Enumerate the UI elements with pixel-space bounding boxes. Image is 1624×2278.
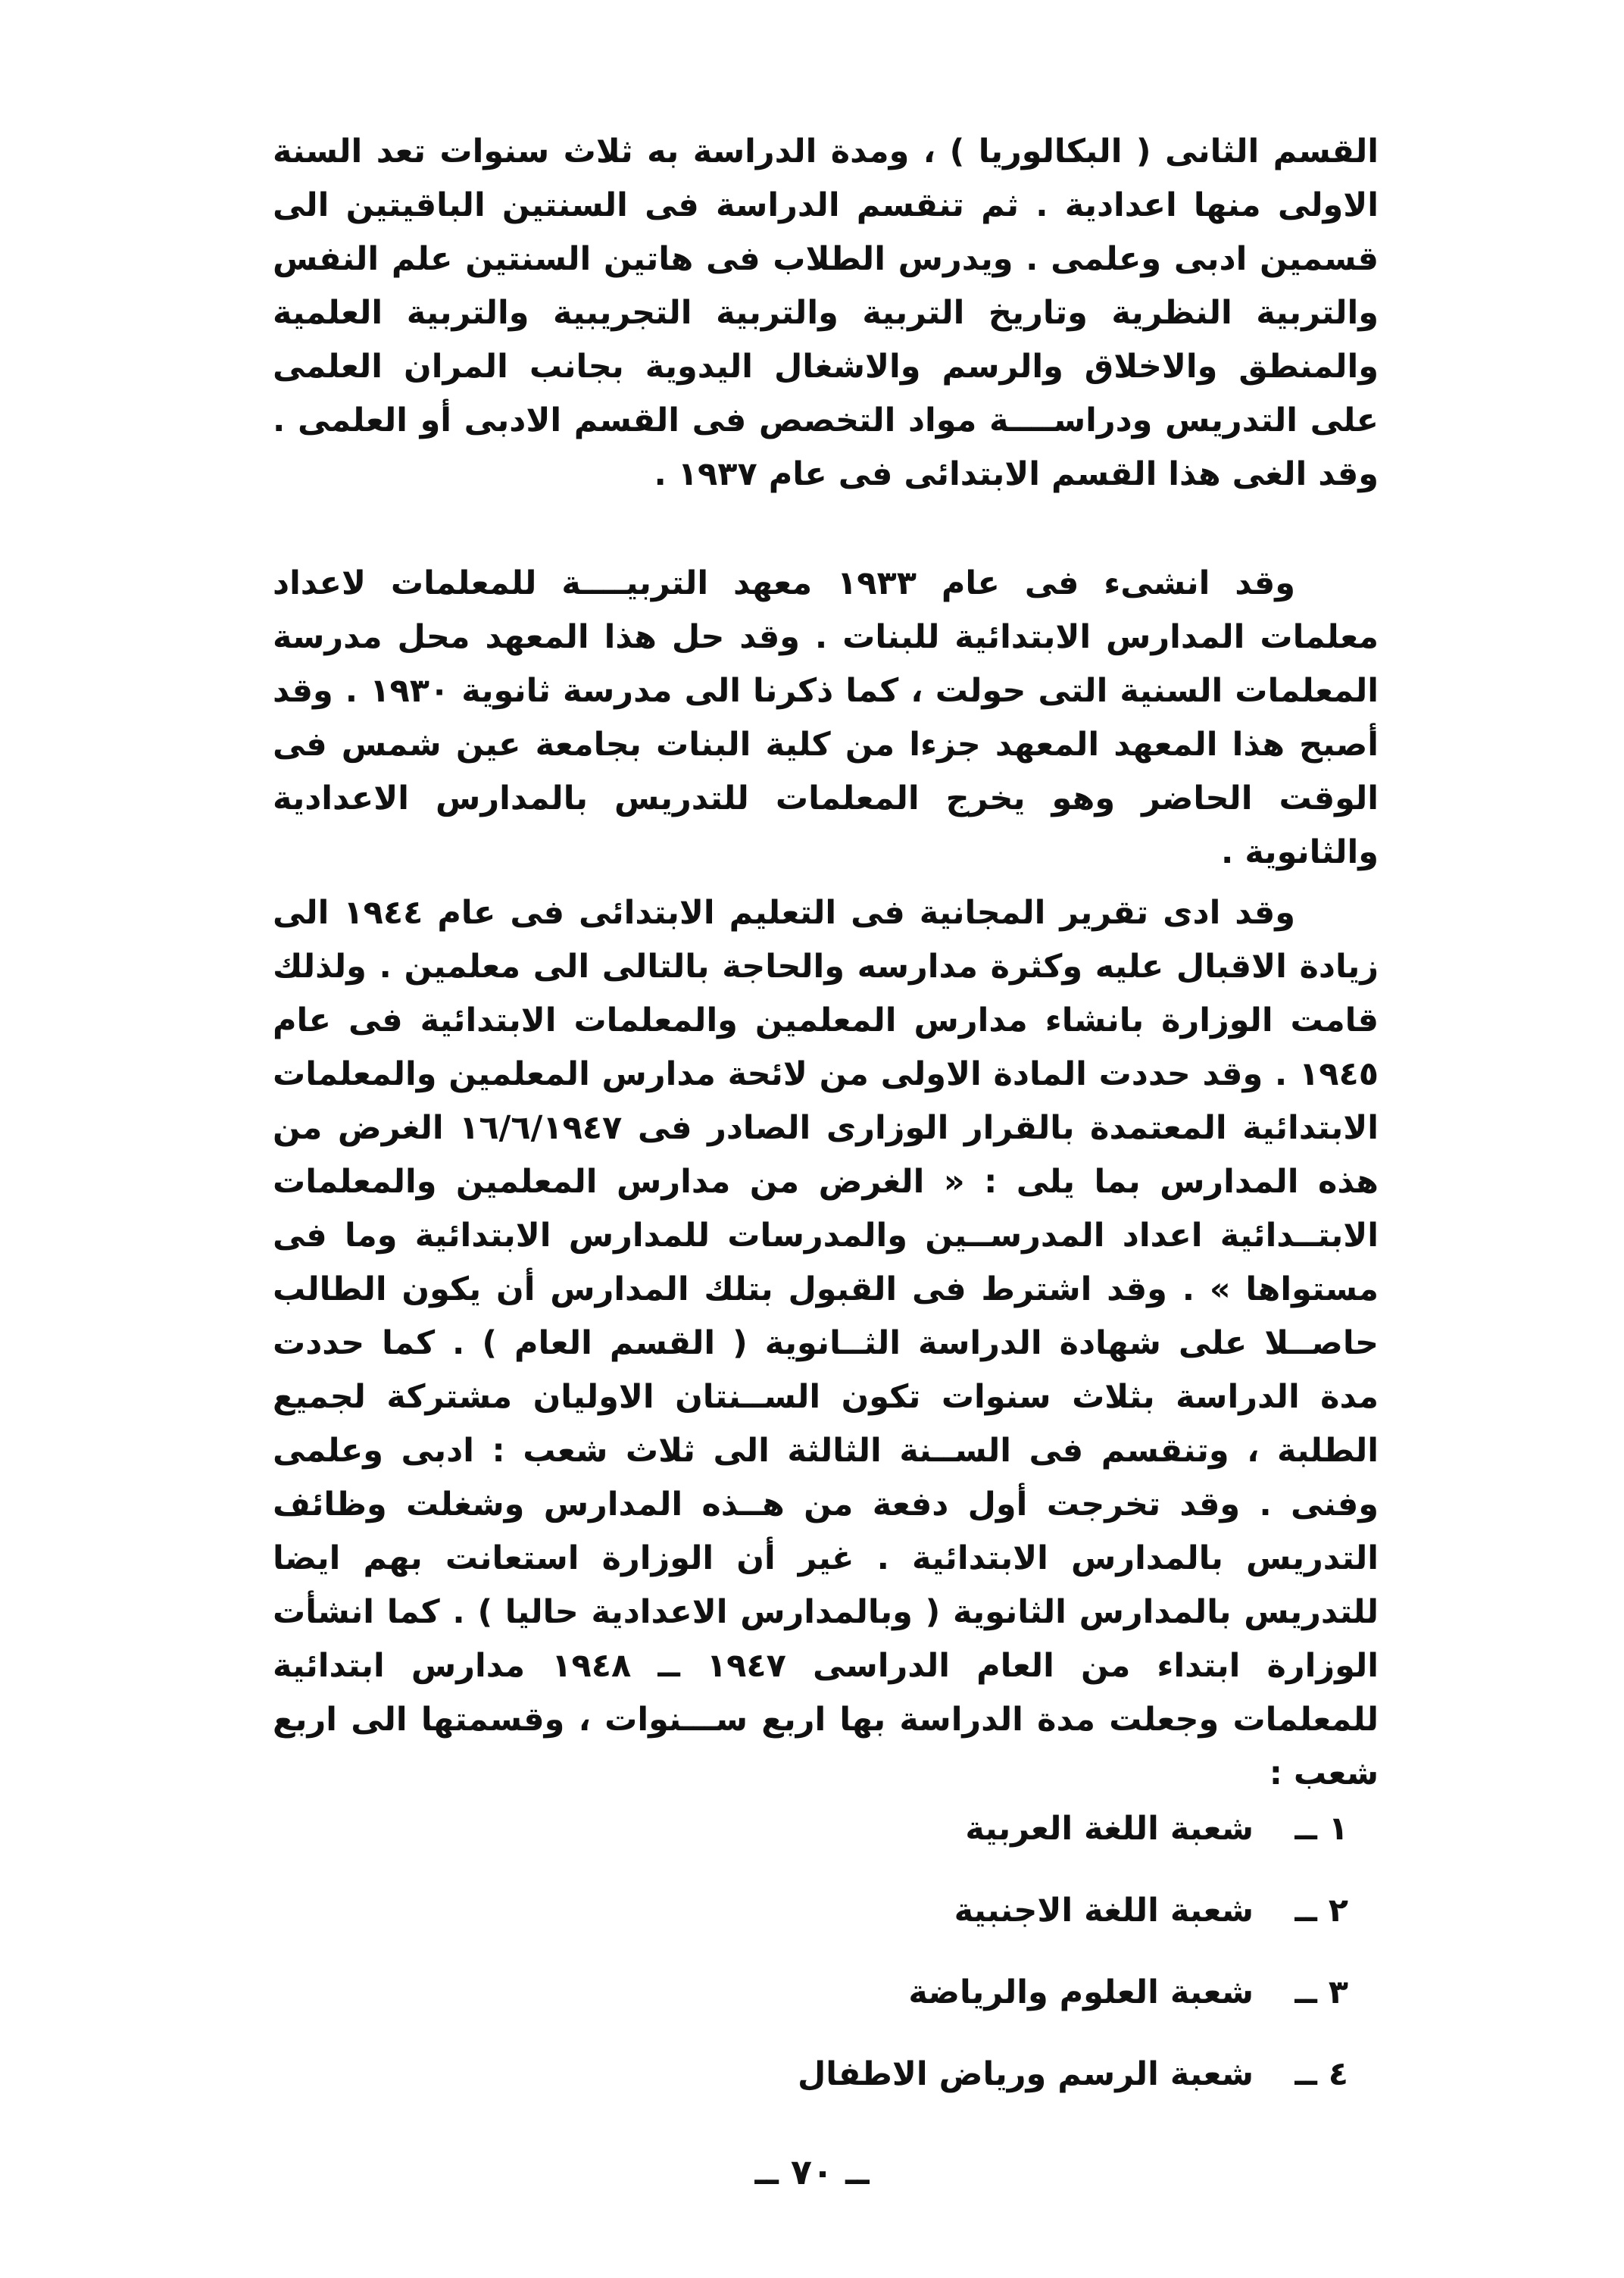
paragraph-text: القسم الثانى ( البكالوريا ) ، ومدة الدراسة به ثلاث سنوات تعد السنة الاولى منها اعدادية . ثم تنقسم الدراسة فى السنتين الباقيتين الى قسمين ادبى وعلمى . ويدرس الطلاب فى هاتين السنتين علم النفس والتربية النظرية وتاريخ التربية والتربية التجريبية والتربية العلمية والمنطق والاخلاق والرسم والاشغال اليدوية بجانب المران العلمى على التدريس ودراســــة مواد التخصص فى القسم الادبى أو العلمى . وقد الغى هذا القسم الابتدائى فى عام ١٩٣٧ . bbox=[273, 133, 1379, 493]
paragraph-text: وقد انشىء فى عام ١٩٣٣ معهد التربيــــة للمعلمات لاعداد معلمات المدارس الابتدائية للبنات . وقد حل هذا المعهد محل مدرسة المعلمات السنية التى حولت ، كما ذكرنا الى مدرسة ثانوية ١٩٣٠ . وقد أصبح هذا المعهد المعهد جزءا من كلية البنات بجامعة عين شمس فى الوقت الحاضر وهو يخرج المعلمات للتدريس بالمدارس الاعدادية والثانوية . bbox=[273, 564, 1379, 871]
page-number: ــ ٧٠ ــ bbox=[754, 2151, 870, 2192]
list-item-number: ١ ــ bbox=[1295, 1810, 1348, 1848]
list-item-text: شعبة العلوم والرياضة bbox=[908, 1973, 1254, 2011]
branches-list bbox=[273, 1788, 1379, 2115]
list-item-number: ٤ ــ bbox=[1295, 2055, 1348, 2093]
paragraph-teachers-institute bbox=[273, 557, 1379, 880]
paragraph-baccalaureate-section bbox=[273, 125, 1379, 502]
paragraph-free-education bbox=[273, 886, 1379, 1801]
list-item bbox=[273, 1788, 1379, 1870]
list-item-number: ٣ ــ bbox=[1295, 1973, 1348, 2011]
list-item-text: شعبة الرسم ورياض الاطفال bbox=[797, 2055, 1254, 2093]
list-item-number: ٢ ــ bbox=[1295, 1892, 1348, 1930]
list-item bbox=[273, 1951, 1379, 2033]
list-item bbox=[273, 2033, 1379, 2115]
paragraph-text: وقد ادى تقرير المجانية فى التعليم الابتدائى فى عام ١٩٤٤ الى زيادة الاقبال عليه وكثرة مدارسه والحاجة بالتالى الى معلمين . ولذلك قامت الوزارة بانشاء مدارس المعلمين والمعلمات الابتدائية فى عام ١٩٤٥ . وقد حددت المادة الاولى من لائحة مدارس المعلمين والمعلمات الابتدائية المعتمدة بالقرار الوزارى الصادر فى ١٦/٦/١٩٤٧ الغرض من هذه المدارس بما يلى : « الغرض من مدارس المعلمين والمعلمات الابتــدائية اعداد المدرســين والمدرسات للمدارس الابتدائية وما فى مستواها » . وقد اشترط فى القبول بتلك المدارس أن يكون الطالب حاصــلا على شهادة الدراسة الثــانوية ( القسم العام ) . كما حددت مدة الدراسة بثلاث سنوات تكون الســنتان الاوليان مشتركة لجميع الطلبة ، وتنقسم فى الســنة الثالثة الى ثلاث شعب : ادبى وعلمى وفنى . وقد تخرجت أول دفعة من هــذه المدارس وشغلت وظائف التدريس بالمدارس الابتدائية . غير أن الوزارة استعانت بهم ايضا للتدريس بالمدارس الثانوية ( وبالمدارس الاعدادية حاليا ) . كما انشأت الوزارة ابتداء من العام الدراسى ١٩٤٧ ــ ١٩٤٨ مدارس ابتدائية للمعلمات وجعلت مدة الدراسة بها اربع ســـنوات ، وقسمتها الى اربع شعب : bbox=[273, 894, 1379, 1792]
list-item-text: شعبة اللغة العربية bbox=[965, 1810, 1254, 1848]
list-item-text: شعبة اللغة الاجنبية bbox=[954, 1892, 1254, 1930]
list-item bbox=[273, 1870, 1379, 1951]
